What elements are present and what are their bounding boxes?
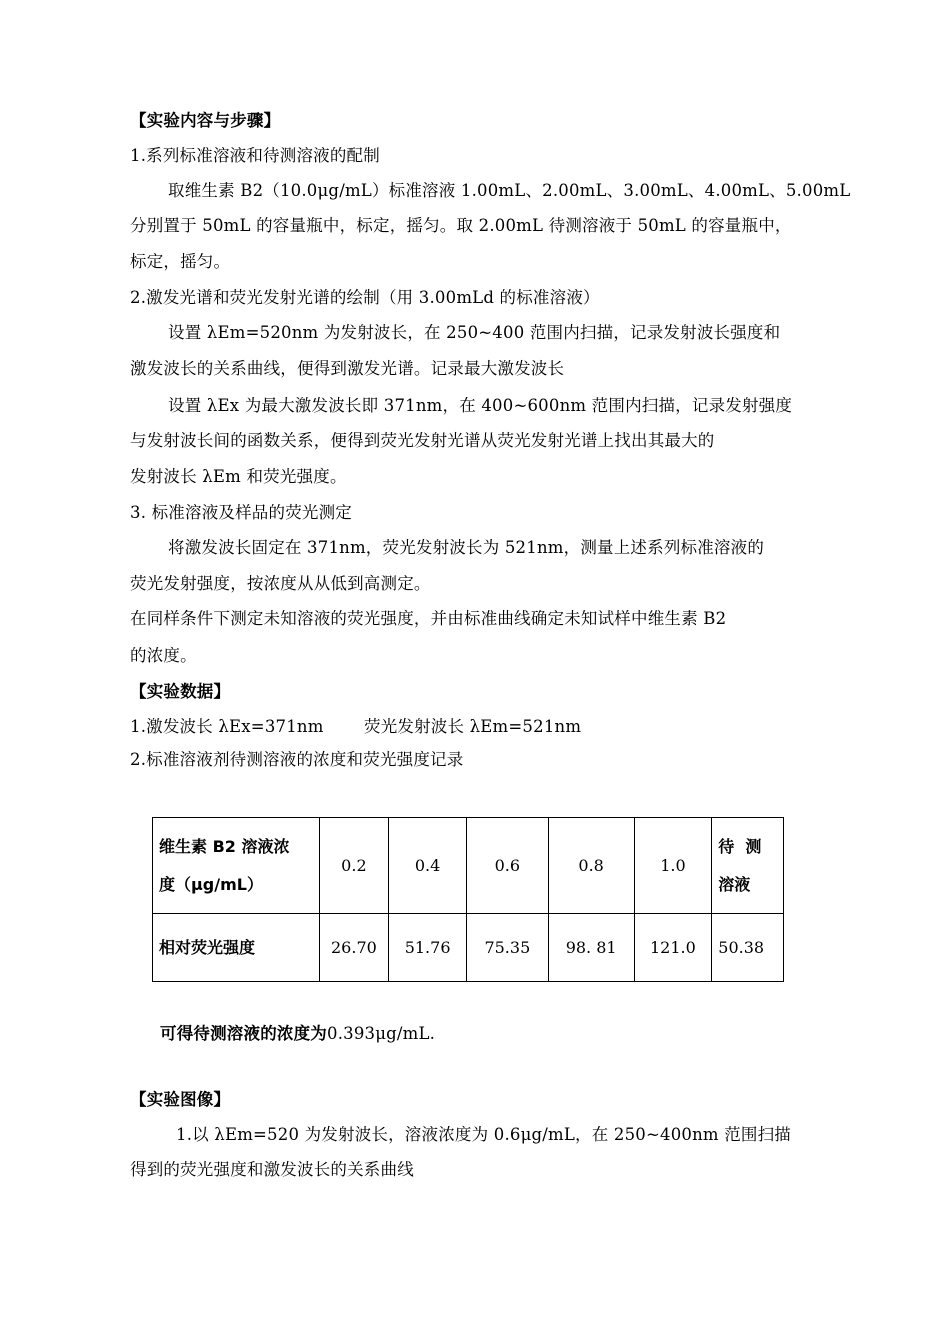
intensity-cell: 50.38 [712,914,784,982]
concentration-cell: 0.6 [466,818,548,914]
step2-paragraph-line: 发射波长 λEm 和荧光强度。 [130,467,347,486]
intensity-cell: 51.76 [389,914,467,982]
image-description-line: 1.以 λEm=520 为发射波长，溶液浓度为 0.6μg/mL，在 250~400nm 范围扫描 [176,1125,792,1144]
step3-paragraph-line: 荧光发射强度，按浓度从从低到高测定。 [130,574,431,593]
step1-paragraph-line: 分别置于 50mL 的容量瓶中，标定，摇匀。取 2.00mL 待测溶液于 50mL 的容量瓶中， [130,216,792,235]
table-row [153,818,784,914]
concentration-cell: 0.4 [389,818,467,914]
result-line [160,1024,435,1044]
unknown-label-line: 待 测 [718,836,762,856]
step1-paragraph-line: 取维生素 B2（10.0μg/mL）标准溶液 1.00mL、2.00mL、3.00mL、4.00mL、5.00mL [168,181,851,200]
concentration-cell: 0.8 [548,818,634,914]
step3-title: 3. 标准溶液及样品的荧光测定 [130,503,352,522]
step3-paragraph-line: 将激发波长固定在 371nm，荧光发射波长为 521nm，测量上述系列标准溶液的 [168,538,765,557]
step2-paragraph-line: 激发波长的关系曲线，便得到激发光谱。记录最大激发波长 [130,359,565,378]
intensity-cell: 121.0 [634,914,712,982]
intensity-cell: 26.70 [319,914,389,982]
step3-paragraph-line: 在同样条件下测定未知溶液的荧光强度，并由标准曲线确定未知试样中维生素 B2 [130,609,727,628]
data-heading: 【实验数据】 [130,682,231,701]
concentration-cell: 0.2 [319,818,389,914]
excitation-wavelength: 1.激发波长 λEx=371nm [130,717,324,736]
concentration-label-line: 维生素 B2 溶液浓 [159,836,290,856]
concentration-label-line: 度（μg/mL） [159,874,263,894]
data-table [152,817,784,982]
image-description-line: 得到的荧光强度和激发波长的关系曲线 [130,1160,414,1179]
unknown-label-line: 溶液 [718,874,751,894]
result-label: 可得待测溶液的浓度为 [160,1024,327,1043]
intensity-header-cell: 相对荧光强度 [153,914,320,982]
step2-paragraph-line: 设置 λEx 为最大激发波长即 371nm，在 400~600nm 范围内扫描，记录发射强度 [168,396,793,415]
intensity-cell: 75.35 [466,914,548,982]
intensity-cell: 98. 81 [548,914,634,982]
step3-paragraph-line: 的浓度。 [130,646,197,665]
table-caption: 2.标准溶液剂待测溶液的浓度和荧光强度记录 [130,750,464,769]
step1-paragraph-line: 标定，摇匀。 [130,252,231,271]
content-heading: 【实验内容与步骤】 [130,111,281,130]
emission-wavelength: 荧光发射波长 λEm=521nm [364,717,582,736]
table-row [153,914,784,982]
result-value: 0.393μg/mL. [327,1024,436,1043]
step1-title: 1.系列标准溶液和待测溶液的配制 [130,146,380,165]
step2-title: 2.激发光谱和荧光发射光谱的绘制（用 3.00mLd 的标准溶液） [130,288,600,307]
concentration-cell: 1.0 [634,818,712,914]
image-heading: 【实验图像】 [130,1090,231,1109]
step2-paragraph-line: 与发射波长间的函数关系，便得到荧光发射光谱从荧光发射光谱上找出其最大的 [130,431,715,450]
step2-paragraph-line: 设置 λEm=520nm 为发射波长，在 250~400 范围内扫描，记录发射波长强度和 [168,323,781,342]
unknown-sample-header-cell [712,818,784,914]
concentration-header-cell [153,818,320,914]
